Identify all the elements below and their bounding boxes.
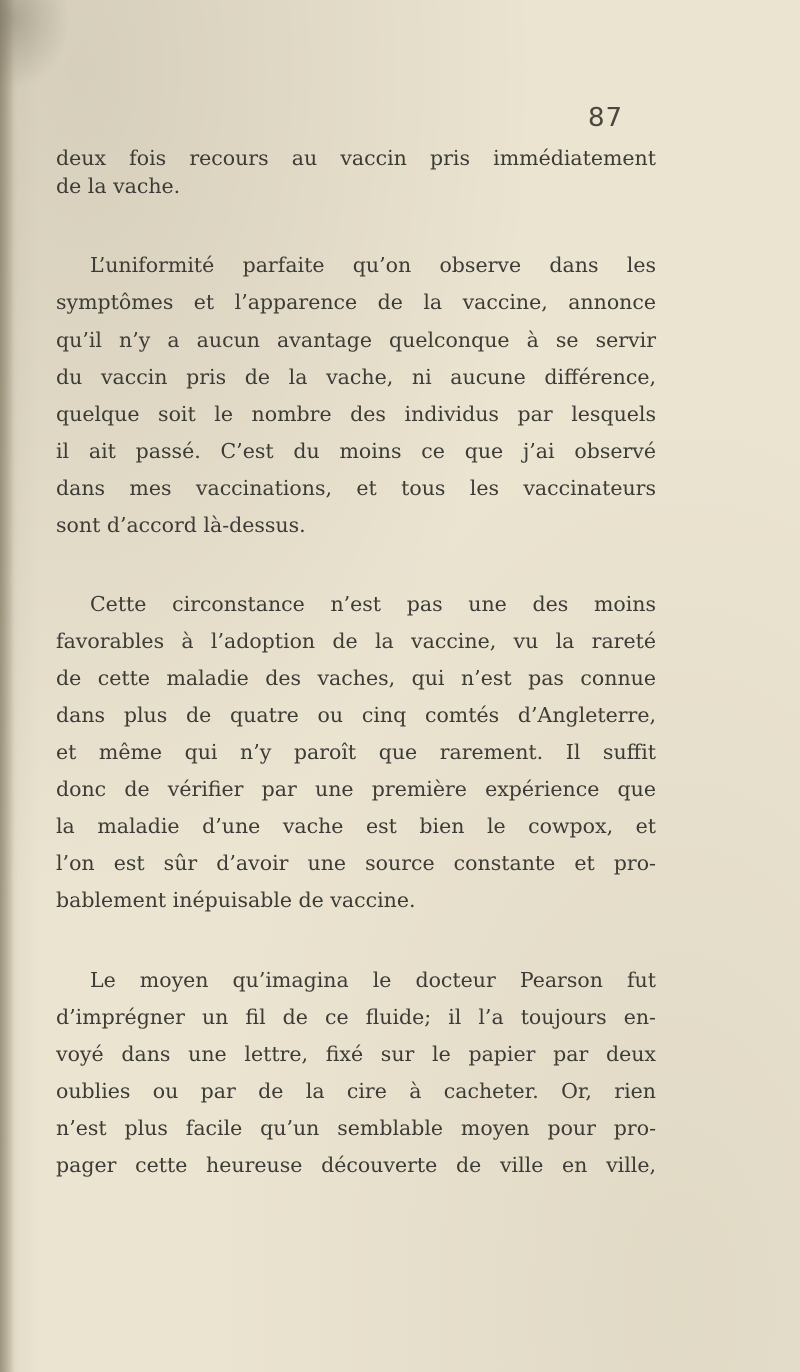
text-line: symptômes et l’apparence de la vaccine, annonce (56, 290, 656, 314)
text-line: sont d’accord là-dessus. (56, 513, 306, 537)
text-line: pager cette heureuse découverte de ville en ville, (56, 1153, 656, 1177)
text-line: oublies ou par de la cire à cacheter. Or, rien (56, 1079, 656, 1103)
text-line: du vaccin pris de la vache, ni aucune différence, (56, 365, 656, 389)
text-line: de la vache. (56, 174, 181, 198)
text-line: voyé dans une lettre, fixé sur le papier par deux (56, 1042, 656, 1066)
text-line: de cette maladie des vaches, qui n’est pas connue (56, 666, 656, 690)
text-line: quelque soit le nombre des individus par lesquels (56, 402, 656, 426)
page-stain (0, 0, 70, 90)
text-line: Cette circonstance n’est pas une des moins (90, 592, 656, 616)
text-line: donc de vérifier par une première expérience que (56, 777, 656, 801)
text-line: l’on est sûr d’avoir une source constante et pro- (56, 851, 656, 875)
text-line: la maladie d’une vache est bien le cowpox, et (56, 814, 656, 838)
text-line: favorables à l’adoption de la vaccine, vu la rareté (56, 629, 656, 653)
text-line: dans mes vaccinations, et tous les vaccinateurs (56, 476, 656, 500)
text-line: dans plus de quatre ou cinq comtés d’Angleterre, (56, 703, 656, 727)
text-line: il ait passé. C’est du moins ce que j’ai observé (56, 439, 656, 463)
text-line: Le moyen qu’imagina le docteur Pearson fut (90, 968, 656, 992)
text-line: L’uniformité parfaite qu’on observe dans les (90, 253, 656, 277)
text-line: qu’il n’y a aucun avantage quelconque à se servir (56, 328, 656, 352)
text-line: deux fois recours au vaccin pris immédiatement (56, 146, 656, 170)
binding-shadow (0, 0, 14, 1372)
text-line: bablement inépuisable de vaccine. (56, 888, 416, 912)
page-number: 87 (588, 103, 624, 133)
text-line: et même qui n’y paroît que rarement. Il suffit (56, 740, 656, 764)
text-line: d’imprégner un fil de ce fluide; il l’a toujours en- (56, 1005, 656, 1029)
text-line: n’est plus facile qu’un semblable moyen pour pro- (56, 1116, 656, 1140)
